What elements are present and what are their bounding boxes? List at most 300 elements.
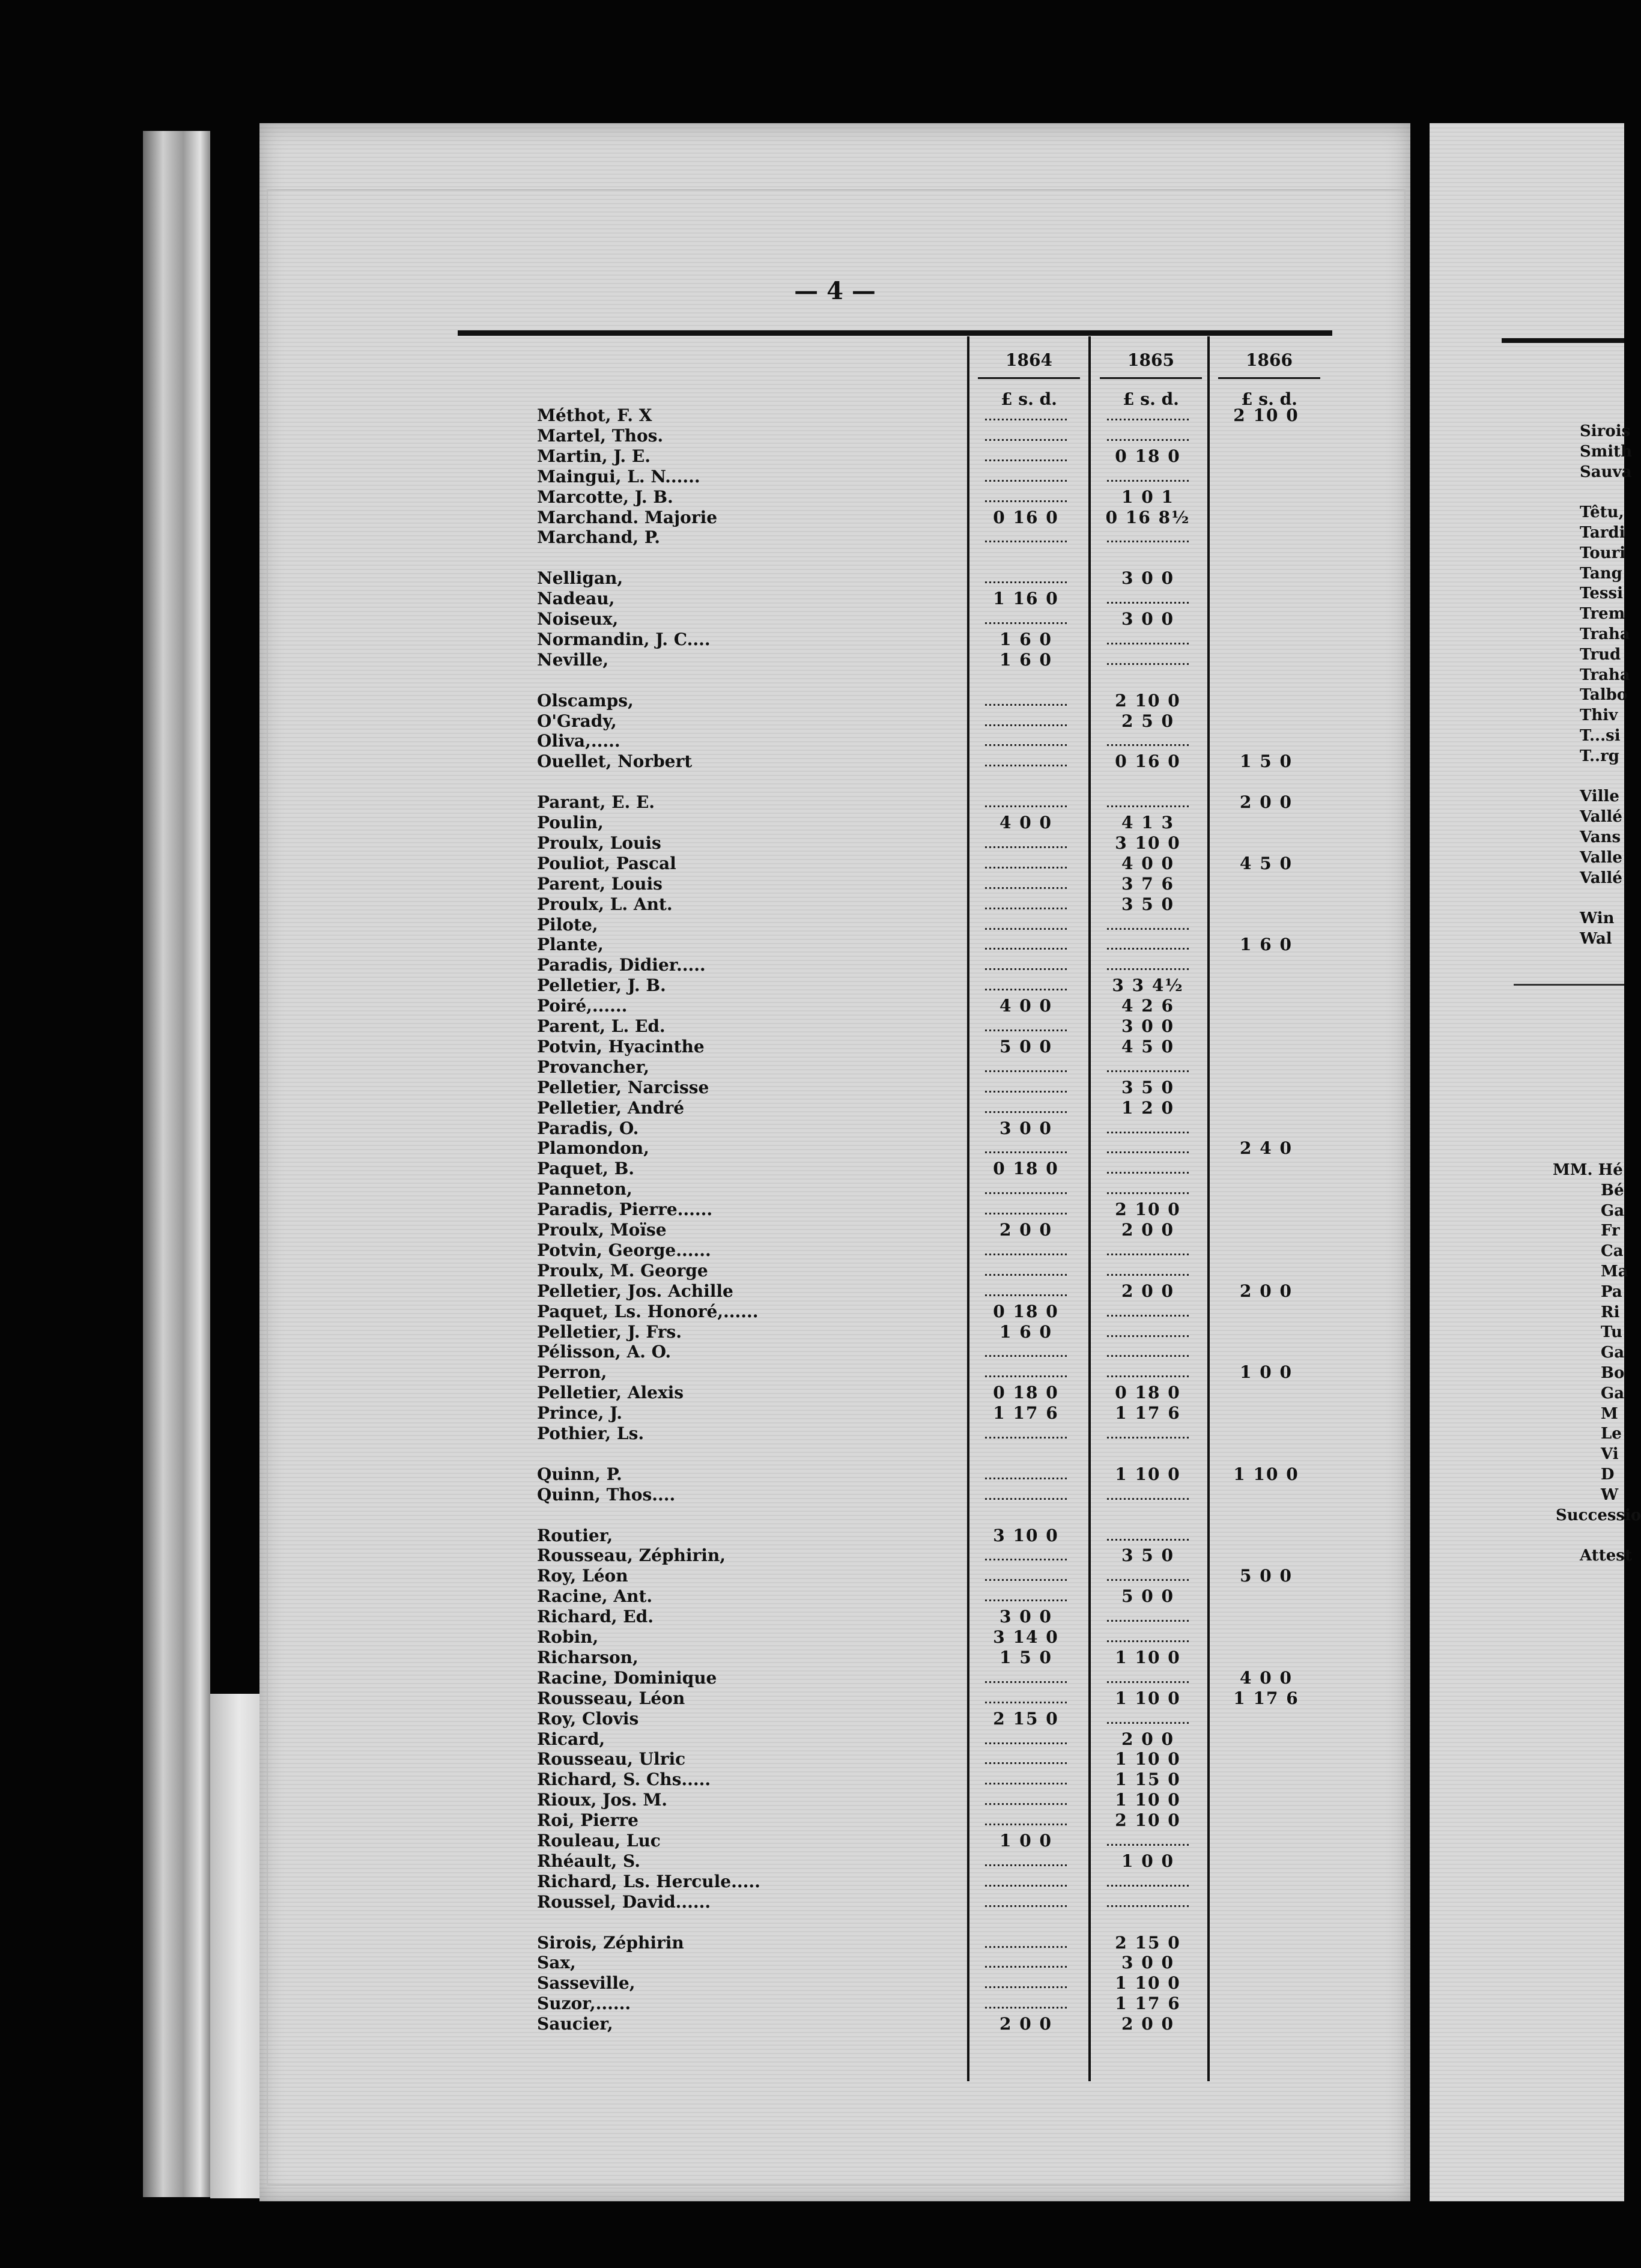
empty-cell-dots <box>985 867 1069 869</box>
table-row <box>259 1648 1410 1668</box>
empty-cell-dots <box>1107 1579 1191 1581</box>
empty-cell-dots <box>985 908 1069 909</box>
amount-1865: 3 0 0 <box>1121 609 1174 629</box>
table-row <box>259 1607 1410 1627</box>
empty-cell-dots <box>1107 928 1191 930</box>
empty-cell-dots <box>985 1762 1069 1764</box>
facing-page-entry: Successio <box>1556 1506 1641 1524</box>
empty-cell-dots <box>1107 1151 1191 1153</box>
subscriber-name: Quinn, P. <box>537 1464 622 1484</box>
empty-cell-dots <box>1107 663 1191 665</box>
amount-1866: 1 10 0 <box>1233 1464 1299 1484</box>
table-row <box>259 1668 1410 1688</box>
table-row <box>259 792 1410 813</box>
table-row <box>259 467 1410 487</box>
subscriber-name: Suzor,...... <box>537 1994 631 2014</box>
amount-1865: 0 16 0 <box>1115 751 1181 772</box>
facing-page-entry: Ga <box>1601 1384 1625 1402</box>
subscriber-name: Ricard, <box>537 1729 605 1749</box>
amount-1866: 4 0 0 <box>1240 1667 1293 1688</box>
table-row <box>259 1953 1410 1973</box>
facing-page-entry: Tessi <box>1580 584 1624 603</box>
amount-1864: 3 14 0 <box>993 1627 1059 1647</box>
empty-cell-dots <box>985 1355 1069 1357</box>
empty-cell-dots <box>1107 1844 1191 1846</box>
empty-cell-dots <box>985 1213 1069 1214</box>
empty-cell-dots <box>1107 602 1191 604</box>
empty-cell-dots <box>985 480 1069 482</box>
amount-1865: 1 10 0 <box>1115 1790 1181 1810</box>
table-row <box>259 1138 1410 1159</box>
facing-page-entry: Ga <box>1601 1344 1625 1362</box>
ledger-page <box>259 123 1410 2201</box>
subscriber-name: Roussel, David...... <box>537 1891 711 1912</box>
table-row <box>259 589 1410 609</box>
empty-cell-dots <box>985 1111 1069 1113</box>
table-row <box>259 1220 1410 1240</box>
table-row <box>259 1118 1410 1139</box>
table-row <box>259 405 1410 426</box>
empty-cell-dots <box>1107 1620 1191 1622</box>
table-row <box>259 670 1410 691</box>
empty-cell-dots <box>985 1905 1069 1907</box>
table-row <box>259 1362 1410 1383</box>
subscriber-name: Richard, S. Chs..... <box>537 1769 711 1790</box>
amount-1865: 2 0 0 <box>1121 2014 1174 2034</box>
facing-page-entry: Ca <box>1601 1242 1624 1261</box>
subscriber-name: Proulx, Moïse <box>537 1220 667 1240</box>
facing-page-entry: Fr <box>1601 1222 1620 1240</box>
subscriber-name: Roy, Clovis <box>537 1708 639 1729</box>
empty-cell-dots <box>1107 1722 1191 1724</box>
empty-cell-dots <box>985 846 1069 848</box>
facing-page-entry: Bé <box>1601 1181 1624 1199</box>
empty-cell-dots <box>985 1375 1069 1377</box>
table-row <box>259 1464 1410 1485</box>
amount-1865: 3 5 0 <box>1121 1077 1174 1097</box>
empty-cell-dots <box>1107 1375 1191 1377</box>
empty-cell-dots <box>985 1559 1069 1560</box>
amount-1865: 2 0 0 <box>1121 1281 1174 1301</box>
subscriber-name: Routier, <box>537 1525 613 1545</box>
empty-cell-dots <box>985 989 1069 990</box>
empty-cell-dots <box>1107 1437 1191 1439</box>
amount-1865: 2 10 0 <box>1115 690 1181 711</box>
empty-cell-dots <box>1107 744 1191 746</box>
year-header-rule <box>1100 377 1202 379</box>
table-row <box>259 772 1410 792</box>
year-header-1866: 1866 <box>1246 350 1293 370</box>
facing-page-entry: M <box>1601 1404 1618 1423</box>
amount-1866: 2 4 0 <box>1240 1138 1293 1159</box>
empty-cell-dots <box>1107 1335 1191 1337</box>
facing-page-entry: Vallé <box>1580 869 1622 887</box>
subscriber-name: Paquet, Ls. Honoré,...... <box>537 1301 759 1321</box>
subscriber-name: Plamondon, <box>537 1138 649 1159</box>
subscriber-name: Proulx, M. George <box>537 1260 708 1281</box>
empty-cell-dots <box>985 1478 1069 1479</box>
amount-1864: 3 0 0 <box>999 1607 1052 1627</box>
table-row <box>259 1240 1410 1261</box>
amount-1865: 3 5 0 <box>1121 1545 1174 1566</box>
empty-cell-dots <box>985 704 1069 706</box>
empty-cell-dots <box>1107 1172 1191 1174</box>
amount-1866: 2 10 0 <box>1233 405 1299 425</box>
amount-1865: 1 10 0 <box>1115 1464 1181 1484</box>
amount-1865: 1 10 0 <box>1115 1647 1181 1667</box>
facing-page-entry: T...si <box>1580 727 1621 745</box>
amount-1865: 2 15 0 <box>1115 1932 1181 1953</box>
table-row <box>259 1281 1410 1302</box>
amount-1865: 1 0 1 <box>1121 487 1174 507</box>
table-row <box>259 568 1410 589</box>
empty-cell-dots <box>985 1986 1069 1988</box>
empty-cell-dots <box>1107 1355 1191 1357</box>
table-row <box>259 426 1410 446</box>
subscriber-name: Paradis, Pierre...... <box>537 1199 713 1220</box>
subscriber-name: Pélisson, A. O. <box>537 1342 672 1362</box>
table-row <box>259 1383 1410 1403</box>
subscriber-name: Pelletier, J. B. <box>537 975 666 996</box>
table-row <box>259 1505 1410 1526</box>
empty-cell-dots <box>1107 439 1191 441</box>
facing-page-entry: Ma <box>1601 1263 1628 1281</box>
amount-1865: 3 5 0 <box>1121 894 1174 914</box>
amount-1865: 0 18 0 <box>1115 1383 1181 1403</box>
book-binding <box>143 131 210 2197</box>
amount-1865: 3 0 0 <box>1121 1016 1174 1036</box>
amount-1865: 1 10 0 <box>1115 1749 1181 1769</box>
amount-1864: 1 6 0 <box>999 1321 1052 1342</box>
amount-1866: 1 17 6 <box>1233 1688 1299 1708</box>
table-row <box>259 975 1410 996</box>
empty-cell-dots <box>985 1966 1069 1968</box>
subscriber-name: Noiseux, <box>537 609 619 629</box>
facing-page-entry: Talbo <box>1580 686 1628 705</box>
amount-1865: 3 3 4½ <box>1112 975 1184 996</box>
subscriber-name: Marcotte, J. B. <box>537 487 673 507</box>
empty-cell-dots <box>985 1192 1069 1194</box>
subscriber-name: Pothier, Ls. <box>537 1424 645 1443</box>
empty-cell-dots <box>985 1294 1069 1296</box>
facing-page-entry: D <box>1601 1466 1615 1484</box>
empty-cell-dots <box>985 1070 1069 1072</box>
amount-1864: 1 16 0 <box>993 589 1059 609</box>
facing-page-entry: Smith <box>1580 442 1633 461</box>
units-header: £ s. d. <box>1001 389 1057 409</box>
subscriber-name: Roi, Pierre <box>537 1810 639 1831</box>
table-row <box>259 1851 1410 1872</box>
amount-1865: 4 2 6 <box>1121 996 1174 1016</box>
amount-1866: 1 5 0 <box>1240 751 1293 772</box>
subscriber-name: Poulin, <box>537 813 604 832</box>
empty-cell-dots <box>985 419 1069 420</box>
subscriber-name: Rousseau, Ulric <box>537 1749 686 1769</box>
empty-cell-dots <box>985 1498 1069 1500</box>
subscriber-name: Ouellet, Norbert <box>537 751 693 772</box>
facing-page-entry: Sauva <box>1580 462 1632 481</box>
empty-cell-dots <box>1107 1274 1191 1276</box>
facing-page-entry: Ville <box>1580 787 1619 806</box>
amount-1864: 3 0 0 <box>999 1118 1052 1138</box>
subscriber-name: Martin, J. E. <box>537 446 651 466</box>
empty-cell-dots <box>985 928 1069 930</box>
facing-page-entry: Tang <box>1580 564 1622 583</box>
subscriber-name: Marchand, P. <box>537 527 661 548</box>
subscriber-name: Rousseau, Zéphirin, <box>537 1545 726 1566</box>
table-row <box>259 1424 1410 1444</box>
facing-page-entry: Trud <box>1580 645 1621 664</box>
empty-cell-dots <box>985 1579 1069 1581</box>
amount-1865: 3 0 0 <box>1121 1953 1174 1973</box>
facing-page-entry: W <box>1601 1485 1619 1504</box>
subscriber-name: Maingui, L. N...... <box>537 466 700 487</box>
empty-cell-dots <box>985 1824 1069 1825</box>
subscriber-name: Plante, <box>537 935 604 955</box>
subscriber-name: Perron, <box>537 1362 607 1383</box>
amount-1865: 1 10 0 <box>1115 1973 1181 1994</box>
subscriber-name: Rioux, Jos. M. <box>537 1790 668 1810</box>
empty-cell-dots <box>985 1029 1069 1031</box>
facing-page-entry: Attest <box>1580 1547 1632 1565</box>
subscriber-name: Pelletier, Alexis <box>537 1383 684 1403</box>
empty-cell-dots <box>1107 968 1191 970</box>
amount-1864: 1 6 0 <box>999 629 1052 649</box>
year-header-rule <box>978 377 1080 379</box>
table-row <box>259 1790 1410 1810</box>
amount-1866: 4 5 0 <box>1240 853 1293 873</box>
empty-cell-dots <box>1107 1681 1191 1683</box>
empty-cell-dots <box>1107 1885 1191 1887</box>
amount-1865: 1 17 6 <box>1115 1403 1181 1424</box>
amount-1865: 3 7 6 <box>1121 873 1174 894</box>
table-row <box>259 731 1410 751</box>
subscriber-name: Parent, L. Ed. <box>537 1016 666 1036</box>
amount-1865: 2 10 0 <box>1115 1810 1181 1831</box>
table-row <box>259 650 1410 670</box>
empty-cell-dots <box>985 1274 1069 1276</box>
amount-1866: 2 0 0 <box>1240 792 1293 813</box>
empty-cell-dots <box>985 2007 1069 2009</box>
subscriber-name: Méthot, F. X <box>537 405 652 425</box>
subscriber-name: Olscamps, <box>537 690 634 711</box>
amount-1866: 2 0 0 <box>1240 1281 1293 1301</box>
amount-1864: 0 18 0 <box>993 1301 1059 1321</box>
amount-1864: 1 5 0 <box>999 1647 1052 1667</box>
amount-1864: 5 0 0 <box>999 1036 1052 1057</box>
table-row <box>259 1322 1410 1342</box>
amount-1865: 2 5 0 <box>1121 711 1174 731</box>
subscriber-name: Neville, <box>537 649 609 670</box>
subscriber-name: Pelletier, Jos. Achille <box>537 1281 733 1301</box>
year-header-rule <box>1218 377 1320 379</box>
subscriber-name: Proulx, Louis <box>537 832 661 853</box>
table-row <box>259 915 1410 935</box>
table-row <box>259 1627 1410 1648</box>
empty-cell-dots <box>985 1946 1069 1948</box>
empty-cell-dots <box>1107 1315 1191 1317</box>
facing-page-entry: Sirois <box>1580 422 1631 440</box>
subscriber-name: Panneton, <box>537 1179 632 1199</box>
amount-1866: 5 0 0 <box>1240 1566 1293 1586</box>
amount-1864: 3 10 0 <box>993 1525 1059 1545</box>
empty-cell-dots <box>1107 1132 1191 1133</box>
amount-1865: 1 2 0 <box>1121 1097 1174 1118</box>
units-header: £ s. d. <box>1123 389 1179 409</box>
table-row <box>259 527 1410 548</box>
subscriber-name: Pelletier, André <box>537 1097 685 1118</box>
table-row <box>259 487 1410 508</box>
units-header: £ s. d. <box>1241 389 1297 409</box>
amount-1864: 0 18 0 <box>993 1159 1059 1179</box>
subscriber-name: Provancher, <box>537 1057 649 1077</box>
empty-cell-dots <box>985 1864 1069 1866</box>
table-row <box>259 1872 1410 1892</box>
empty-cell-dots <box>1107 1905 1191 1907</box>
empty-cell-dots <box>1107 643 1191 644</box>
empty-cell-dots <box>985 439 1069 441</box>
table-row <box>259 1709 1410 1729</box>
subscriber-name: Paquet, B. <box>537 1159 635 1179</box>
empty-cell-dots <box>1107 1192 1191 1194</box>
empty-cell-dots <box>985 744 1069 746</box>
table-row <box>259 833 1410 854</box>
facing-page-entry: Touri <box>1580 544 1626 562</box>
amount-1864: 1 0 0 <box>999 1831 1052 1851</box>
subscriber-name: Sirois, Zéphirin <box>537 1932 684 1953</box>
table-row <box>259 1159 1410 1179</box>
amount-1864: 2 0 0 <box>999 2014 1052 2034</box>
amount-1864: 0 16 0 <box>993 507 1059 527</box>
year-header-1865: 1865 <box>1127 350 1174 370</box>
facing-page-entry: Wal <box>1580 930 1612 948</box>
subscriber-name: Prince, J. <box>537 1403 622 1424</box>
facing-page <box>1430 123 1641 2201</box>
table-row <box>259 1403 1410 1424</box>
table-row <box>259 874 1410 894</box>
amount-1865: 1 15 0 <box>1115 1769 1181 1790</box>
amount-1864: 2 0 0 <box>999 1220 1052 1240</box>
table-row <box>259 609 1410 629</box>
amount-1865: 3 10 0 <box>1115 832 1181 853</box>
table-row <box>259 1831 1410 1851</box>
table-row <box>259 1098 1410 1118</box>
table-row <box>259 508 1410 528</box>
table-row <box>259 1973 1410 1994</box>
facing-page-entry: Traha <box>1580 666 1630 684</box>
page-number: — 4 — <box>794 277 876 305</box>
subscriber-name: Nelligan, <box>537 568 623 589</box>
table-row <box>259 955 1410 975</box>
table-row <box>259 1729 1410 1750</box>
empty-cell-dots <box>985 1783 1069 1784</box>
empty-cell-dots <box>985 805 1069 807</box>
table-row <box>259 1342 1410 1362</box>
subscriber-name: Roy, Léon <box>537 1566 628 1586</box>
table-row <box>259 691 1410 711</box>
table-row <box>259 1057 1410 1078</box>
subscriber-name: Racine, Ant. <box>537 1586 653 1607</box>
subscriber-name: Quinn, Thos.... <box>537 1484 676 1505</box>
empty-cell-dots <box>1107 1254 1191 1255</box>
table-row <box>259 894 1410 915</box>
subscriber-name: Pouliot, Pascal <box>537 853 676 873</box>
table-row <box>259 1302 1410 1322</box>
amount-1864: 1 17 6 <box>993 1403 1059 1424</box>
subscriber-name: Pelletier, J. Frs. <box>537 1321 682 1342</box>
table-row <box>259 854 1410 874</box>
table-row <box>259 1566 1410 1586</box>
table-row <box>259 813 1410 833</box>
subscriber-name: Potvin, George...... <box>537 1240 711 1260</box>
facing-top-rule <box>1502 338 1624 343</box>
facing-page-entry: Thiv <box>1580 706 1618 725</box>
table-row <box>259 996 1410 1016</box>
table-row <box>259 1037 1410 1057</box>
subscriber-name: Parant, E. E. <box>537 792 655 813</box>
subscriber-name: Pilote, <box>537 914 598 935</box>
table-row <box>259 1892 1410 1912</box>
table-row <box>259 1199 1410 1220</box>
table-row <box>259 1261 1410 1281</box>
empty-cell-dots <box>985 541 1069 542</box>
amount-1865: 0 16 8½ <box>1105 507 1191 527</box>
subscriber-name: O'Grady, <box>537 711 617 731</box>
table-row <box>259 935 1410 955</box>
amount-1865: 2 0 0 <box>1121 1220 1174 1240</box>
facing-page-entry: Têtu, <box>1580 503 1624 522</box>
empty-cell-dots <box>985 1437 1069 1439</box>
empty-cell-dots <box>985 1885 1069 1887</box>
subscriber-name: Martel, Thos. <box>537 425 664 446</box>
amount-1866: 1 0 0 <box>1240 1362 1293 1383</box>
amount-1866: 1 6 0 <box>1240 935 1293 955</box>
amount-1865: 2 10 0 <box>1115 1199 1181 1220</box>
facing-page-entry: MM. Hé <box>1553 1161 1623 1179</box>
amount-1865: 5 0 0 <box>1121 1586 1174 1607</box>
empty-cell-dots <box>985 887 1069 889</box>
subscriber-name: Paradis, O. <box>537 1118 639 1138</box>
subscriber-name: Normandin, J. C.... <box>537 629 711 649</box>
subscriber-name: Nadeau, <box>537 589 615 609</box>
table-row <box>259 2014 1410 2034</box>
amount-1865: 0 18 0 <box>1115 446 1181 466</box>
subscriber-name: Racine, Dominique <box>537 1667 717 1688</box>
empty-cell-dots <box>1107 419 1191 420</box>
table-row <box>259 1545 1410 1566</box>
empty-cell-dots <box>1107 805 1191 807</box>
table-row <box>259 711 1410 732</box>
subscriber-name: Saucier, <box>537 2014 613 2034</box>
subscriber-name: Rhéault, S. <box>537 1851 640 1871</box>
empty-cell-dots <box>985 1742 1069 1744</box>
amount-1865: 4 1 3 <box>1121 813 1174 832</box>
table-row <box>259 751 1410 772</box>
table-row <box>259 1994 1410 2014</box>
subscriber-name: Rouleau, Luc <box>537 1831 661 1851</box>
amount-1864: 2 15 0 <box>993 1708 1059 1729</box>
facing-page-entry: Vans <box>1580 828 1621 846</box>
subscriber-name: Marchand. Majorie <box>537 507 718 527</box>
subscriber-name: Poiré,...... <box>537 996 628 1016</box>
table-row <box>259 1688 1410 1709</box>
empty-cell-dots <box>985 1702 1069 1703</box>
facing-page-entry: Vi <box>1601 1445 1619 1464</box>
subscriber-name: Parent, Louis <box>537 873 663 894</box>
table-row <box>259 1078 1410 1098</box>
empty-cell-dots <box>1107 480 1191 482</box>
table-row <box>259 629 1410 650</box>
